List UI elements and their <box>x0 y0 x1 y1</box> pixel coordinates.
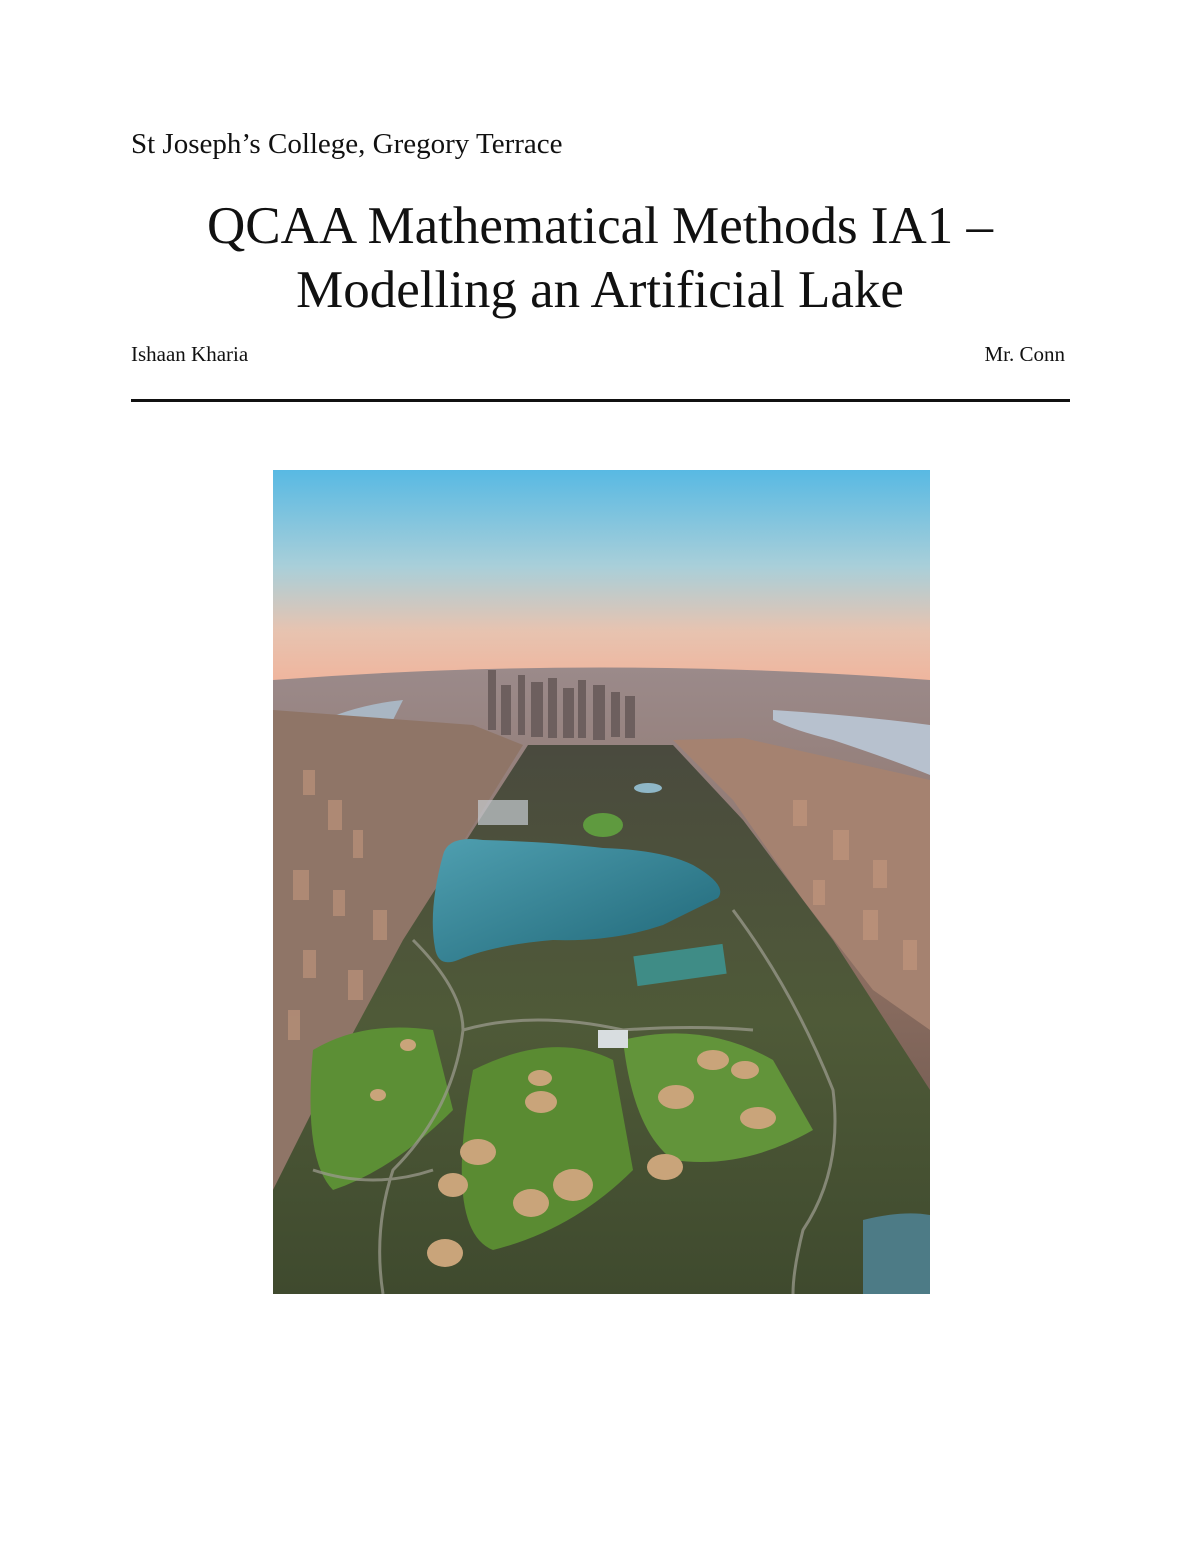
document-title <box>100 194 1100 322</box>
teacher-name: Mr. Conn <box>984 342 1065 366</box>
horizontal-rule <box>131 399 1070 402</box>
school-name: St Joseph’s College, Gregory Terrace <box>131 128 563 160</box>
title-line-1: QCAA Mathematical Methods IA1 – <box>206 197 994 255</box>
cover-photo <box>273 470 930 1294</box>
author-name: Ishaan Kharia <box>131 342 249 366</box>
title-line-2: Modelling an Artificial Lake <box>296 261 904 319</box>
